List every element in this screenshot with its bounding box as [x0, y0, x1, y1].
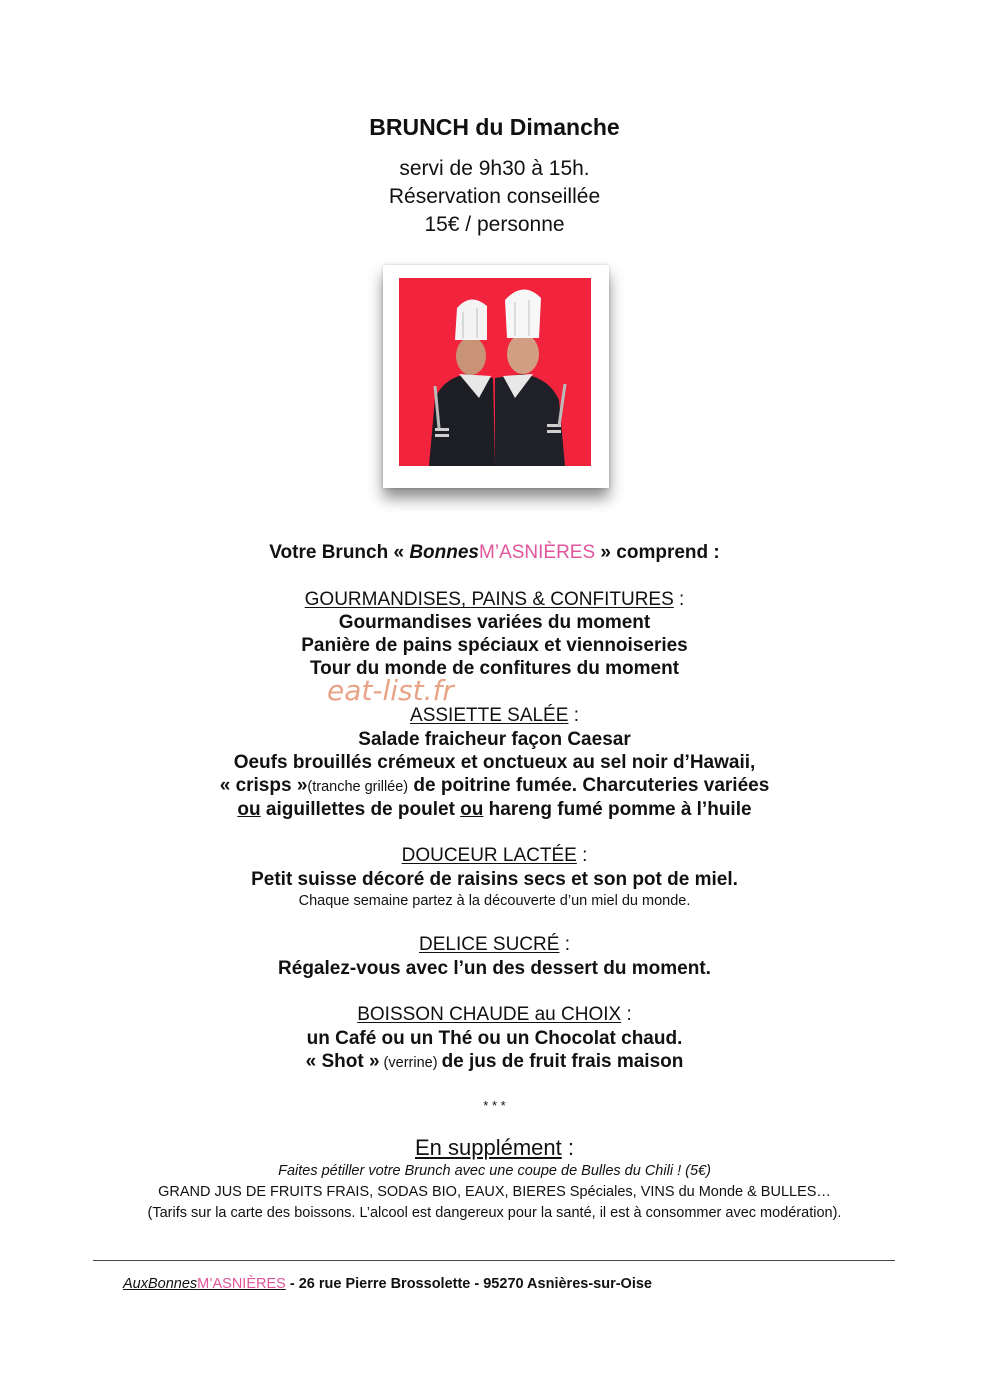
heading-colon: : — [568, 705, 579, 726]
intro-suffix: » comprend : — [595, 542, 720, 563]
crisps-rest: de poitrine fumée. Charcuteries variées — [408, 775, 770, 796]
alcohol-warning: (Tarifs sur la carte des boissons. L’alcool est dangereux pour la santé, il est à consommer avec modération). — [147, 1205, 842, 1221]
section-heading-delice — [0, 934, 989, 956]
crisps-label: « crisps » — [219, 775, 308, 796]
section-heading-gourmandises — [0, 589, 989, 611]
heading-colon: : — [559, 934, 570, 955]
price: 15€ / personne — [424, 213, 565, 236]
drinks-list: GRAND JUS DE FRUITS FRAIS, SODAS BIO, EAUX, BIERES Spéciales, VINS du Monde & BULLES… — [158, 1184, 831, 1200]
footer-brand-pink: M’ASNIÈRES — [197, 1276, 286, 1292]
list-item: Oeufs brouillés crémeux et onctueux au sel noir d’Hawaii, — [233, 752, 756, 773]
brunch-intro — [0, 542, 989, 564]
list-item: Régalez-vous avec l’un des dessert du moment. — [278, 958, 711, 979]
heading-colon: : — [576, 845, 588, 866]
heading-colon: : — [673, 589, 685, 610]
heading-text: ASSIETTE SALÉE — [410, 705, 569, 726]
heading-colon: : — [561, 1135, 574, 1160]
section-heading-assiette — [0, 705, 989, 727]
chefs-photo — [399, 278, 591, 466]
honey-note: Chaque semaine partez à la découverte d’un miel du monde. — [298, 893, 691, 909]
page-title: BRUNCH du Dimanche — [369, 114, 620, 140]
reservation-note: Réservation conseillée — [388, 185, 601, 208]
ou-2: ou — [460, 799, 484, 820]
section-heading-boisson — [0, 1004, 989, 1026]
separator: * * * — [483, 1098, 506, 1113]
list-item — [0, 775, 989, 797]
list-item: Gourmandises variées du moment — [338, 612, 651, 633]
shot-note: (verrine) — [379, 1055, 442, 1071]
option-poulet: aiguillettes de poulet — [260, 799, 461, 820]
list-item: Salade fraicheur façon Caesar — [358, 729, 631, 750]
supplement-heading — [0, 1135, 989, 1161]
intro-brand-pink: M’ASNIÈRES — [479, 542, 596, 563]
footer-brand — [123, 1276, 286, 1292]
serving-hours: servi de 9h30 à 15h. — [399, 157, 590, 180]
chefs-illustration — [399, 278, 591, 466]
footer-address — [123, 1276, 652, 1292]
intro-brand-italic: Bonnes — [409, 542, 480, 563]
ou-1: ou — [237, 799, 261, 820]
heading-text: En supplément — [415, 1135, 562, 1160]
bubbles-offer: Faites pétiller votre Brunch avec une coupe de Bulles du Chili ! (5€) — [278, 1163, 711, 1179]
heading-text: DELICE SUCRÉ — [419, 934, 560, 955]
list-item: un Café ou un Thé ou un Chocolat chaud. — [306, 1028, 683, 1049]
chefs-photo-frame — [383, 265, 609, 488]
heading-colon: : — [621, 1004, 632, 1025]
heading-text: GOURMANDISES, PAINS & CONFITURES — [304, 589, 674, 610]
intro-prefix: Votre Brunch « — [269, 542, 410, 563]
list-item: Panière de pains spéciaux et viennoiseries — [301, 635, 688, 656]
footer-divider — [93, 1260, 895, 1261]
section-heading-douceur — [0, 845, 989, 867]
heading-text: DOUCEUR LACTÉE — [401, 845, 577, 866]
crisps-note: (tranche grillée) — [307, 779, 409, 795]
shot-rest: de jus de fruit frais maison — [441, 1051, 684, 1072]
list-item: Petit suisse décoré de raisins secs et son pot de miel. — [251, 869, 738, 890]
option-hareng: hareng fumé pomme à l’huile — [483, 799, 752, 820]
list-item — [0, 799, 989, 821]
heading-text: BOISSON CHAUDE au CHOIX — [357, 1004, 622, 1025]
watermark: eat-list.fr — [327, 674, 454, 707]
shot-label: « Shot » — [305, 1051, 380, 1072]
footer-address-text: - 26 rue Pierre Brossolette - 95270 Asnières-sur-Oise — [285, 1276, 652, 1292]
list-item — [0, 1051, 989, 1073]
footer-brand-italic: AuxBonnes — [123, 1276, 198, 1292]
list-item: Tour du monde de confitures du moment — [309, 658, 680, 679]
